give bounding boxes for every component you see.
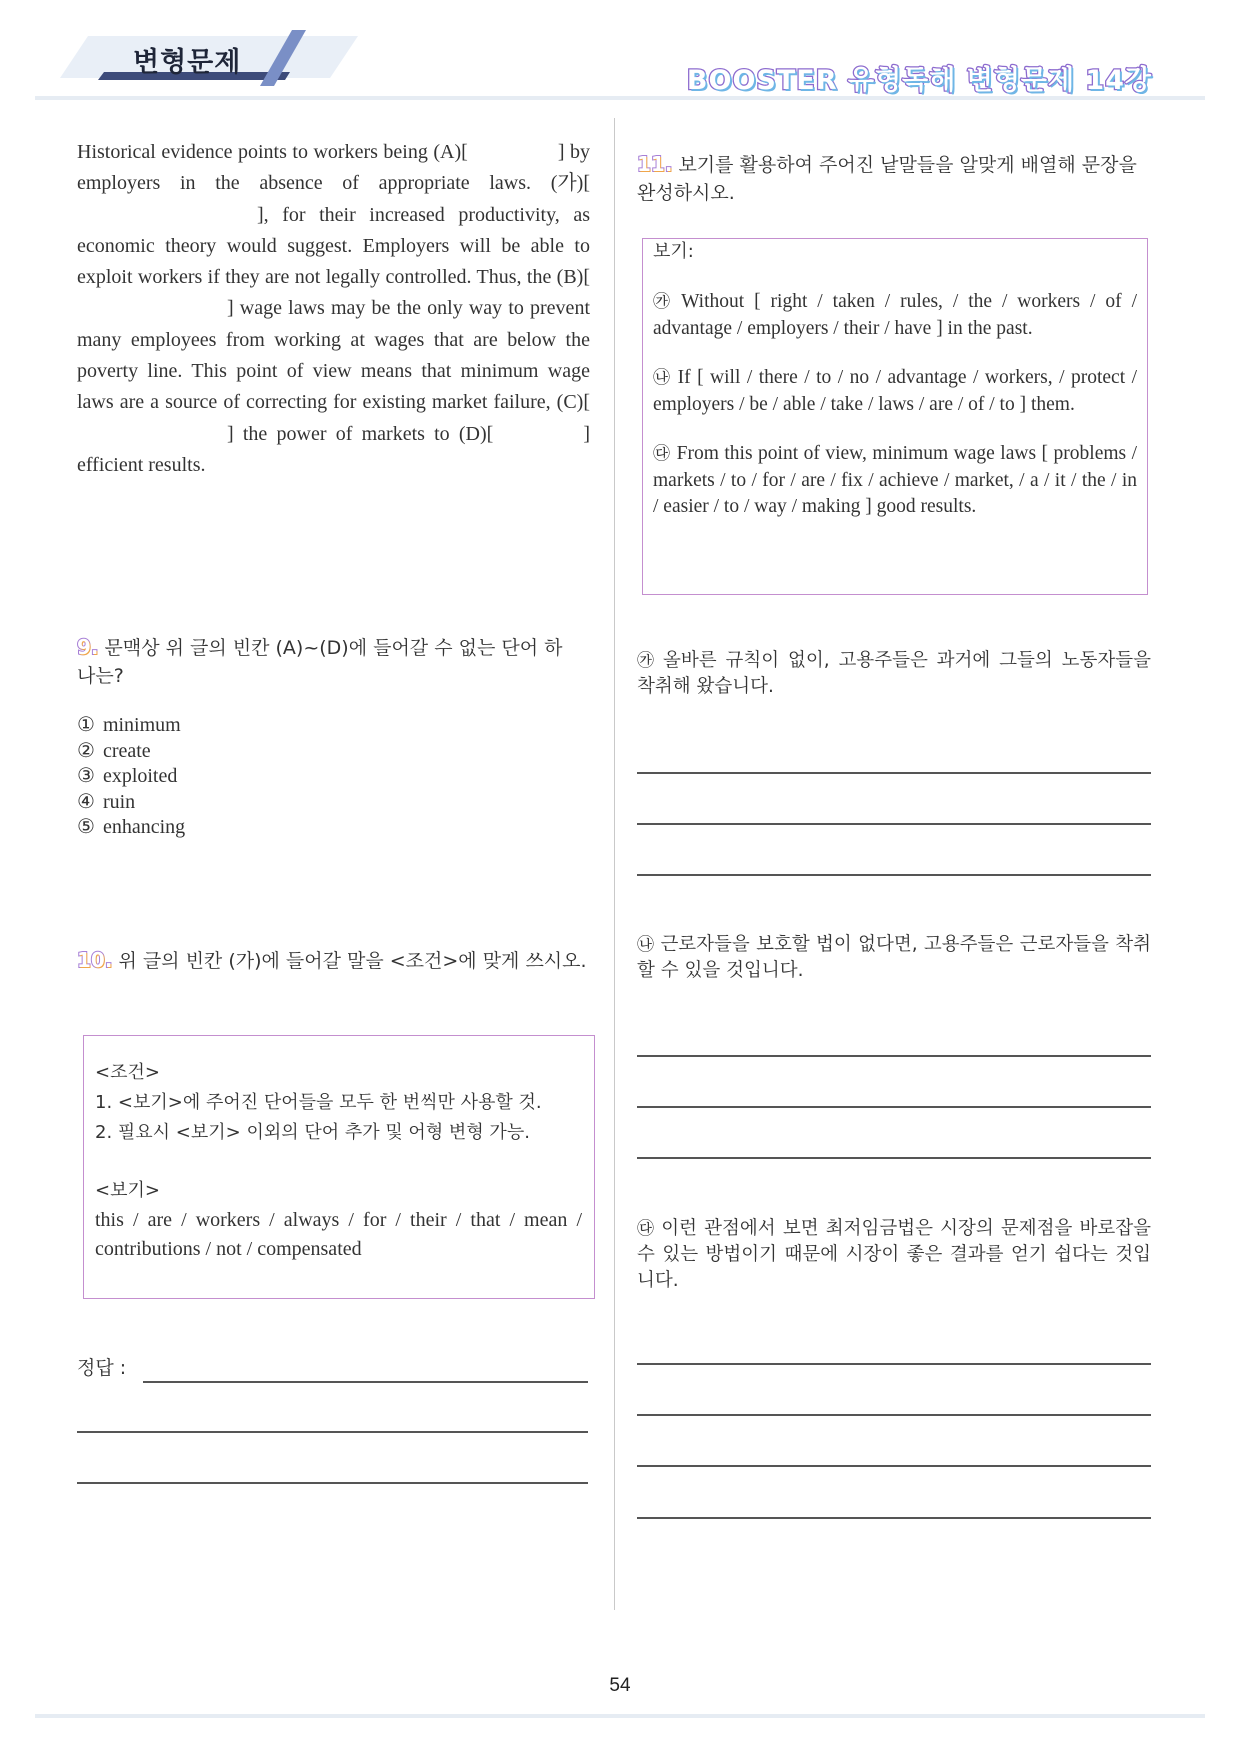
q9-choice-3[interactable]: ③ exploited: [77, 765, 178, 788]
q10-text: 위 글의 빈칸 (가)에 들어갈 말을 <조건>에 맞게 쓰시오.: [118, 950, 587, 972]
condition-title: <조건>: [95, 1062, 160, 1083]
bogi-words: this / are / workers / always / for / their / that / mean / contributions / not / compensated: [95, 1209, 582, 1260]
answer-line-ga-1[interactable]: [637, 772, 1151, 774]
header-tag: 변형문제: [133, 47, 242, 78]
passage-text-2: ] by employers in the absence of appropriate laws. (가)[: [77, 141, 590, 195]
q9-number: 9.: [77, 635, 99, 659]
answer-line-1[interactable]: [143, 1381, 588, 1383]
answer-line-ga-3[interactable]: [637, 874, 1151, 876]
q11-item-ga: ㉮ Without [ right / taken / rules, / the / workers / of / advantage / employers / their / have ] in the past.: [653, 291, 1137, 339]
q11-text: 보기를 활용하여 주어진 낱말들을 알맞게 배열해 문장을 완성하시오.: [637, 154, 1137, 204]
answer-line-na-1[interactable]: [637, 1055, 1151, 1057]
answer-line-2[interactable]: [77, 1431, 588, 1433]
column-divider: [614, 118, 615, 1610]
answer-label: 정답 :: [77, 1357, 127, 1379]
q9-text: 문맥상 위 글의 빈칸 (A)~(D)에 들어갈 수 없는 단어 하나는?: [77, 637, 563, 687]
q9-choice-1[interactable]: ① minimum: [77, 714, 181, 736]
condition-1: 1. <보기>에 주어진 단어들을 모두 한 번씩만 사용할 것.: [95, 1092, 542, 1113]
q10-number: 10.: [77, 948, 113, 972]
q9-choice-5[interactable]: ⑤ enhancing: [77, 816, 186, 839]
q10-prompt: [77, 946, 587, 975]
q11-korean-da: ㉰ 이런 관점에서 보면 최저임금법은 시장의 문제점을 바로잡을 수 있는 방법이기 때문에 시장이 좋은 결과를 얻기 쉽다는 것입니다.: [637, 1218, 1152, 1291]
header-title: BOOSTER 유형독해 변형문제 14강: [686, 65, 1152, 96]
footer-divider: [35, 1714, 1205, 1718]
q9-choice-2[interactable]: ② create: [77, 739, 151, 762]
q11-number: 11.: [637, 152, 673, 176]
q9-prompt: [77, 633, 577, 690]
answer-line-da-4[interactable]: [637, 1517, 1151, 1519]
answer-line-na-2[interactable]: [637, 1106, 1151, 1108]
passage-text-5: ] the power of markets to (D)[: [227, 422, 494, 445]
q11-bogi-box: [642, 238, 1148, 595]
passage-text-3: ], for their increased productivity, as economic theory would suggest. Employers will be able to exploit workers if they are not legally controlled. Thus, the (B)[: [77, 203, 590, 289]
passage-text-4: ] wage laws may be the only way to prevent many employees from working at wages that are below the poverty line. This point of view means that minimum wage laws are a source of correcting for existing market failure, (C)[: [77, 297, 590, 414]
q11-item-na: ㉯ If [ will / there / to / no / advantage / workers, / protect / employers / be / able / take / laws / are / of / to ] them.: [653, 367, 1138, 415]
q11-item-da: ㉰ From this point of view, minimum wage laws [ problems / markets / to / for / are / fix / achieve / market, / a / it / the / in / easier / to / way / making ] good results.: [653, 443, 1138, 517]
answer-line-na-3[interactable]: [637, 1157, 1151, 1159]
q9-choices: [77, 713, 185, 841]
mark-na: ㉯: [653, 368, 672, 389]
mark-da: ㉰: [653, 444, 671, 465]
mark-ga: ㉮: [653, 292, 676, 312]
passage: [77, 137, 590, 481]
passage-text-1: Historical evidence points to workers being (A)[: [77, 141, 468, 163]
answer-line-da-2[interactable]: [637, 1414, 1151, 1416]
page-number: 54: [609, 1675, 631, 1696]
q11-korean-ga: ㉮ 올바른 규칙이 없이, 고용주들은 과거에 그들의 노동자들을 착취해 왔습니다.: [637, 650, 1152, 697]
answer-line-da-3[interactable]: [637, 1465, 1151, 1467]
condition-2: 2. 필요시 <보기> 이외의 단어 추가 및 어형 변형 가능.: [95, 1122, 530, 1143]
q11-bogi-label: 보기:: [653, 241, 694, 262]
q11-prompt: [637, 150, 1137, 207]
passage-text-6: ] efficient results.: [77, 422, 590, 476]
answer-line-3[interactable]: [77, 1482, 588, 1484]
q10-condition-box: [83, 1035, 595, 1299]
q9-choice-4[interactable]: ④ ruin: [77, 790, 136, 813]
answer-line-da-1[interactable]: [637, 1363, 1151, 1365]
answer-line-ga-2[interactable]: [637, 823, 1151, 825]
bogi-title: <보기>: [95, 1180, 160, 1201]
q11-korean-na: ㉯ 근로자들을 보호할 법이 없다면, 고용주들은 근로자들을 착취할 수 있을 것입니다.: [637, 934, 1151, 981]
header-divider: [35, 96, 1205, 100]
